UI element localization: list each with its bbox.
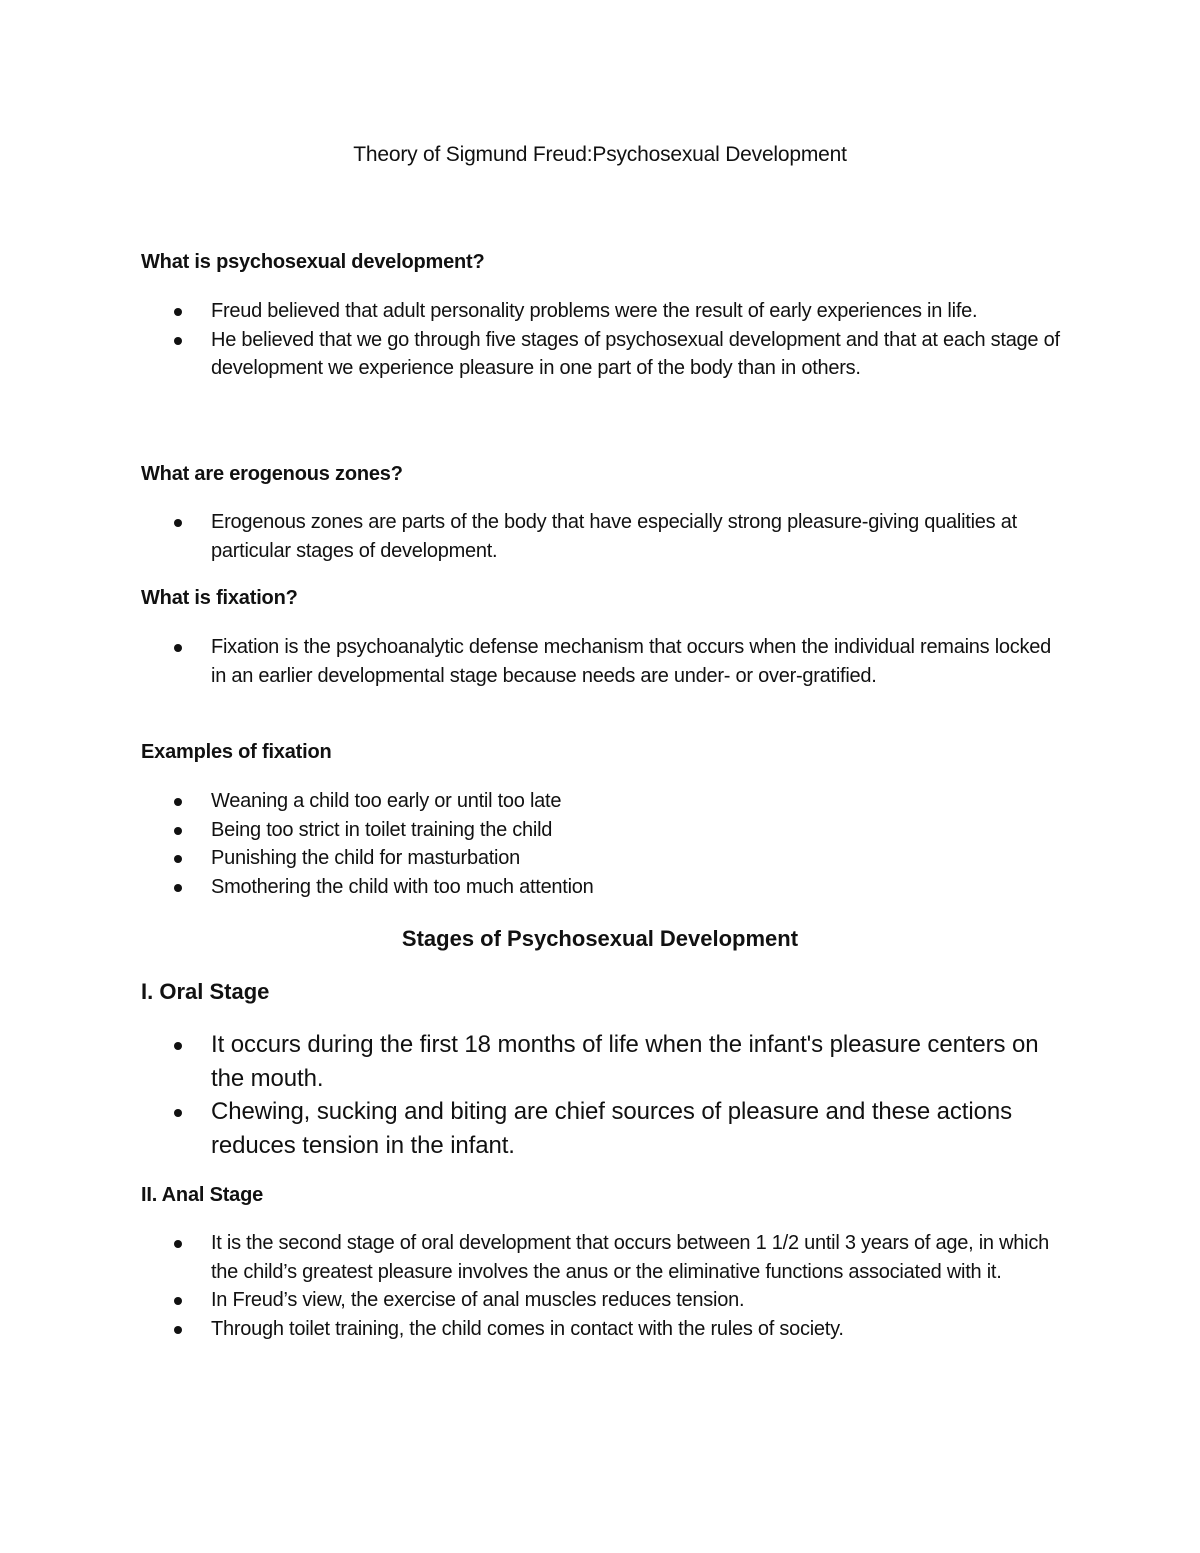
heading-fixation: What is fixation? [141,587,298,609]
list-item: Weaning a child too early or until too late [211,787,1071,816]
list-item: Through toilet training, the child comes in contact with the rules of society. [211,1315,1071,1344]
bullet-icon [174,798,182,806]
bullet-icon [174,1297,182,1305]
heading-examples-of-fixation: Examples of fixation [141,741,332,763]
bullet-list-psychosexual [211,297,1071,383]
list-item: He believed that we go through five stages of psychosexual development and that at each stage of development we experience pleasure in one part of the body than in others. [211,326,1071,383]
heading-oral-stage: I. Oral Stage [141,979,270,1004]
list-item: It occurs during the first 18 months of life when the infant's pleasure centers on the mouth. [211,1028,1071,1095]
list-item: Smothering the child with too much attention [211,873,1071,902]
list-item: Freud believed that adult personality problems were the result of early experiences in life. [211,297,1071,326]
heading-anal-stage: II. Anal Stage [141,1184,264,1206]
heading-psychosexual-development: What is psychosexual development? [141,251,485,273]
bullet-icon [174,308,182,316]
bullet-icon [174,644,182,652]
bullet-list-oral-stage [211,1028,1071,1162]
bullet-icon [174,884,182,892]
bullet-list-fixation [211,633,1071,690]
bullet-list-examples [211,787,1071,901]
heading-erogenous-zones: What are erogenous zones? [141,463,403,485]
list-item: Erogenous zones are parts of the body that have especially strong pleasure-giving qualities at particular stages of development. [211,508,1071,565]
bullet-icon [174,337,182,345]
bullet-icon [174,1042,182,1050]
bullet-icon [174,1109,182,1117]
bullet-icon [174,519,182,527]
list-item: It is the second stage of oral development that occurs between 1 1/2 until 3 years of age, in which the child’s greatest pleasure involves the anus or the eliminative functions associated with it. [211,1229,1071,1286]
bullet-list-erogenous [211,508,1071,565]
stages-section-title: Stages of Psychosexual Development [401,926,799,951]
bullet-icon [174,827,182,835]
list-item: Chewing, sucking and biting are chief sources of pleasure and these actions reduces tension in the infant. [211,1095,1071,1162]
list-item: Fixation is the psychoanalytic defense mechanism that occurs when the individual remains locked in an earlier developmental stage because needs are under- or over-gratified. [211,633,1071,690]
bullet-icon [174,855,182,863]
document-title: Theory of Sigmund Freud:Psychosexual Development [353,143,847,166]
bullet-icon [174,1326,182,1334]
list-item: Being too strict in toilet training the child [211,816,1071,845]
list-item: In Freud’s view, the exercise of anal muscles reduces tension. [211,1286,1071,1315]
bullet-icon [174,1240,182,1248]
bullet-list-anal-stage [211,1229,1071,1343]
list-item: Punishing the child for masturbation [211,844,1071,873]
